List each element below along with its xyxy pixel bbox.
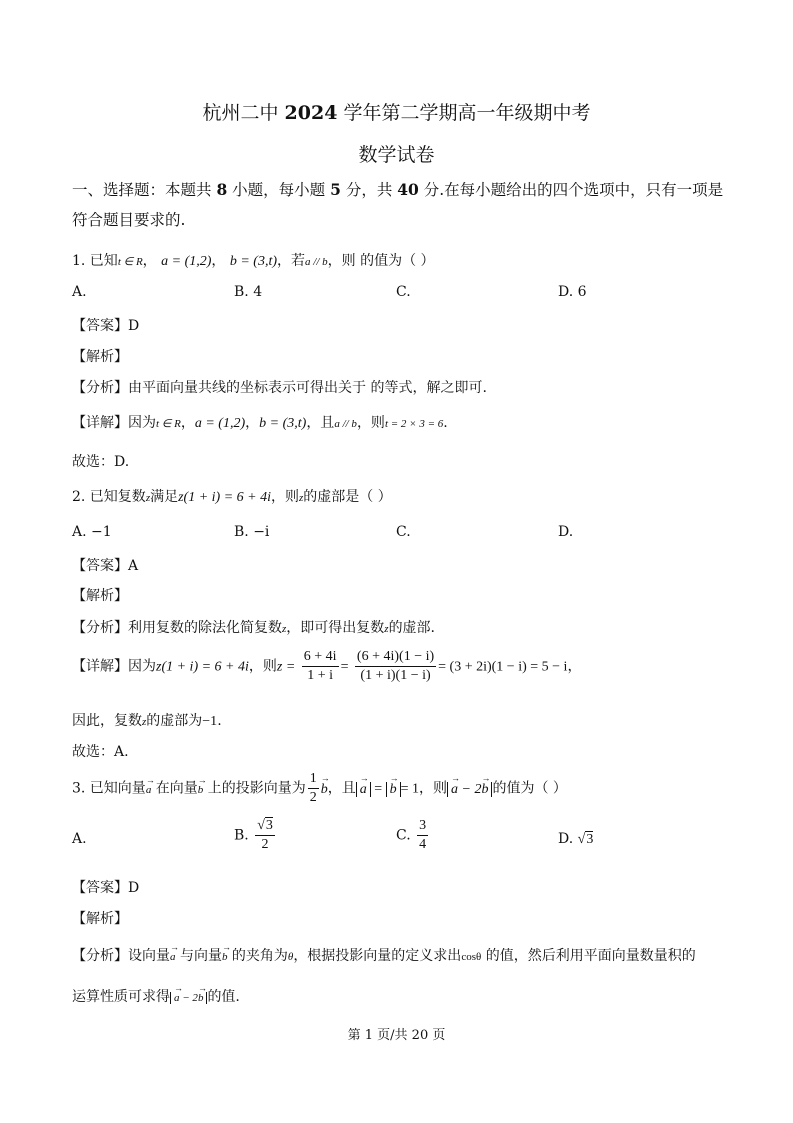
q2-analysis-label: 【解析】 <box>72 588 128 604</box>
exam-subtitle: 数学试卷 <box>358 144 435 166</box>
q2-option-b: B. −i <box>234 524 270 540</box>
q1-option-c: C. <box>396 284 411 300</box>
q2-answer: 【答案】A <box>72 558 139 574</box>
q1-analysis-label: 【解析】 <box>72 349 128 365</box>
q3-fenxi: 【分析】设向量→ a 与向量→ b 的夹角为θ，根据投影向量的定义求出cosθ 的值，然后利用平面向量数量积的 <box>72 945 696 965</box>
q3-option-d: D. √3 <box>558 831 594 847</box>
q3-answer: 【答案】D <box>72 880 140 896</box>
q1-detail: 【详解】因为t ∈ R，a = (1,2)，b = (3,t)，且a // b，则t = 2 × 3 = 6. <box>72 415 448 431</box>
q3-option-b: B. $\frac{√3}{2}$ <box>234 818 273 852</box>
question-1: 1. 已知t ∈ R， a = (1,2)， b = (3,t)，若a // b，则 的值为（ ） <box>72 253 435 269</box>
q1-conclusion: 故选：D. <box>72 454 130 470</box>
section-heading: 一、选择题：本题共 8 小题，每小题 5 分，共 40 分.在每小题给出的四个选项中，只有一项是 <box>72 180 724 199</box>
fraction-1: $\frac{6 + 4i}{1 + i}$ <box>303 649 337 683</box>
q1-fenxi: 【分析】由平面向量共线的坐标表示可得出关于 的等式，解之即可. <box>72 380 487 396</box>
q2-option-c: C. <box>396 524 411 540</box>
q2-fenxi: 【分析】利用复数的除法化简复数z，即可得出复数z的虚部. <box>72 620 436 636</box>
q1-option-d: D. 6 <box>558 284 587 300</box>
q1-answer: 【答案】D <box>72 318 140 334</box>
q1-option-b: B. 4 <box>234 284 263 300</box>
vector-b-def: b = (3,t) <box>229 254 278 269</box>
question-3: 3. 已知向量→ a 在向量→ b 上的投影向量为 $\frac{1}{2}$ → b，且→ a = → b = 1，则→ a − 2→ b 的值为（ ） <box>72 770 567 807</box>
q1-option-a: A. <box>72 284 87 300</box>
q2-conclusion: 故选：A. <box>72 744 129 760</box>
page-footer: 第 1 页/共 20 页 <box>347 1028 446 1043</box>
section-heading-cont: 符合题目要求的. <box>72 211 186 229</box>
q2-hence: 因此，复数z的虚部为−1. <box>72 713 222 729</box>
q3-analysis-label: 【解析】 <box>72 911 128 927</box>
fraction-2: $\frac{(6 + 4i)(1 - i)}{(1 + i)(1 - i)}$ <box>356 649 435 683</box>
q2-option-a: A. −1 <box>72 524 112 540</box>
vector-a-def: a = (1,2) <box>161 254 212 269</box>
question-2: 2. 已知复数z满足z(1 + i) = 6 + 4i，则z的虚部是（ ） <box>72 489 392 505</box>
q3-fenxi-cont: 运算性质可求得→ a − 2→ b 的值. <box>72 986 240 1006</box>
q3-option-a: A. <box>72 831 87 847</box>
q3-option-c: C. $\frac{3}{4}$ <box>396 818 427 852</box>
exam-title: 杭州二中 2024 学年第二学期高一年级期中考 <box>202 102 591 124</box>
q2-option-d: D. <box>558 524 574 540</box>
q2-detail: 【详解】因为z(1 + i) = 6 + 4i，则z = $\frac{6 + 4i}{1 + i}$ = $\frac{(6 + 4i)(1 - i)}{(1 + i)(1 - i)}$ = (3 + 2i)(1 − i) = 5 − i， <box>72 649 582 683</box>
fraction-half: $\frac{1}{2}$ <box>309 771 317 805</box>
